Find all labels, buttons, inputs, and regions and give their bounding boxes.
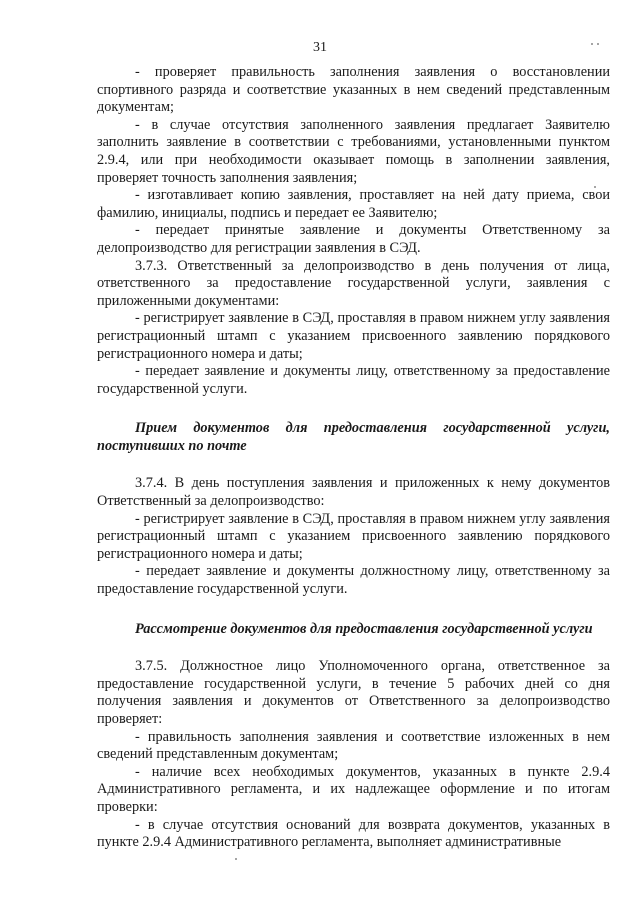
page-number: 31 bbox=[313, 40, 327, 55]
paragraph: 3.7.4. В день поступления заявления и приложенных к нему документов Ответственный за делопроизводство: bbox=[97, 475, 610, 510]
paragraph: 3.7.5. Должностное лицо Уполномоченного органа, ответственное за предоставление государственной услуги, в течение 5 рабочих дней со дня получения заявления и документов от Ответственного за делопроизводство проверяет: bbox=[97, 658, 610, 727]
paragraph: - в случае отсутствия оснований для возврата документов, указанных в пункте 2.9.4 Административного регламента, выполняет административные bbox=[97, 816, 610, 851]
section-heading: Рассмотрение документов для предоставления государственной услуги bbox=[135, 620, 593, 637]
paragraph: - передает принятые заявление и документы Ответственному за делопроизводство для регистрации заявления в СЭД. bbox=[97, 222, 610, 256]
document-body bbox=[97, 64, 610, 852]
paragraph: - изготавливает копию заявления, проставляет на ней дату приема, свои фамилию, инициалы, подпись и передает ее Заявителю; bbox=[97, 187, 610, 221]
paragraph: - регистрирует заявление в СЭД, проставляя в правом нижнем углу заявления регистрационный штамп с указанием присвоенного заявлению порядкового регистрационного номера и даты; bbox=[97, 310, 610, 362]
scan-speck bbox=[591, 43, 593, 45]
paragraph: - регистрирует заявление в СЭД, проставляя в правом нижнем углу заявления регистрационный штамп с указанием присвоенного заявлению порядкового регистрационного номера и даты; bbox=[97, 510, 610, 562]
paragraph: - в случае отсутствия заполненного заявления предлагает Заявителю заполнить заявление в соответствии с требованиями, установленными пунктом 2.9.4, или при необходимости оказывает помощь в заполнении заявления, проверяет точность заполнения заявления; bbox=[97, 116, 610, 186]
paragraph: - передает заявление и документы должностному лицу, ответственному за предоставление государственной услуги. bbox=[97, 563, 610, 598]
scan-speck bbox=[235, 858, 237, 860]
paragraph: 3.7.3. Ответственный за делопроизводство в день получения от лица, ответственного за предоставление государственной услуги, заявления с приложенными документами: bbox=[97, 257, 610, 309]
scan-speck bbox=[597, 43, 599, 45]
paragraph: - проверяет правильность заполнения заявления о восстановлении спортивного разряда и соответствие указанных в нем сведений представленным документам; bbox=[97, 64, 610, 116]
paragraph: - наличие всех необходимых документов, указанных в пункте 2.9.4 Административного регламента, и их надлежащее оформление и по итогам проверки: bbox=[97, 763, 610, 815]
section-heading: Прием документов для предоставления государственной услуги, поступивших по почте bbox=[97, 420, 610, 454]
paragraph: - правильность заполнения заявления и соответствие изложенных в нем сведений представленным документам; bbox=[97, 728, 610, 763]
paragraph: - передает заявление и документы лицу, ответственному за предоставление государственной услуги. bbox=[97, 363, 610, 397]
